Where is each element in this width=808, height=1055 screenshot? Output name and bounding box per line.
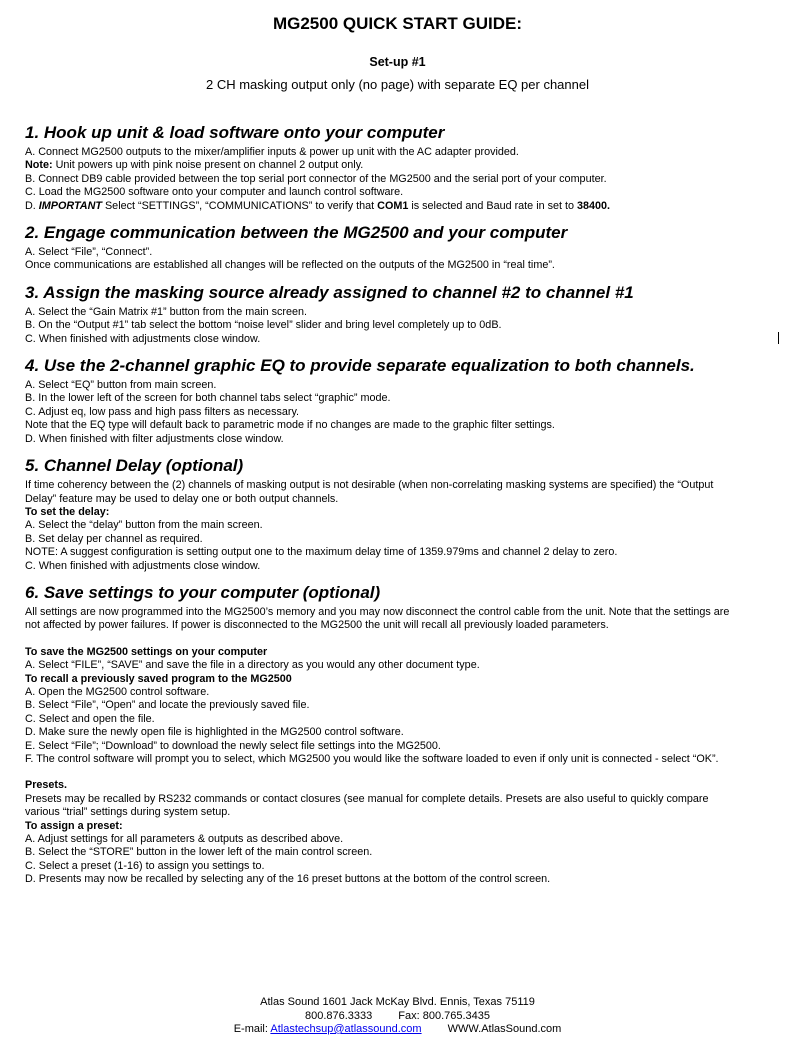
note-label: Note: — [25, 159, 53, 172]
subheading: To recall a previously saved program to the MG2500 — [25, 672, 292, 685]
step-text: C. Adjust eq, low pass and high pass filters as necessary. — [25, 405, 300, 418]
section-6-heading: 6. Save settings to your computer (optional) — [25, 582, 381, 602]
note-text: NOTE: A suggest configuration is setting output one to the maximum delay time of 1359.979ms and channel 2 delay to zero. — [25, 546, 618, 559]
guide-content — [25, 122, 740, 896]
section-1 — [25, 122, 740, 213]
section-4 — [25, 355, 740, 446]
subheading: To assign a preset: — [25, 819, 123, 832]
important-line — [25, 200, 740, 213]
subheading: To save the MG2500 settings on your computer — [25, 645, 268, 658]
step-text: B. On the “Output #1” tab select the bottom “noise level” slider and bring level completely up to 0dB. — [25, 319, 502, 332]
step-text: E. Select “File”; “Download” to download the newly select file settings into the MG2500. — [25, 739, 441, 752]
subheading: Presets. — [25, 779, 68, 792]
intro-text: Presets may be recalled by RS232 commands or contact closures (see manual for complete details. Presets are also useful to quickly compare various “trial” settings during system setup. — [25, 792, 709, 819]
section-3-heading: 3. Assign the masking source already assigned to channel #2 to channel #1 — [25, 282, 634, 302]
footer-phone: 800.876.3333 — [304, 1009, 373, 1022]
step-text: F. The control software will prompt you to select, which MG2500 you would like the software loaded to even if only unit is connected - select “OK”. — [25, 753, 719, 765]
footer-contact-line — [0, 1023, 795, 1037]
step-text: A. Select the “Gain Matrix #1” button from the main screen. — [25, 305, 308, 318]
baud-rate: 38400. — [577, 199, 611, 212]
note-line — [25, 159, 740, 172]
footer-phone-line — [0, 1010, 795, 1024]
step-text: Select “SETTINGS”, “COMMUNICATIONS” to verify that — [101, 199, 378, 212]
step-text: B. Connect DB9 cable provided between the top serial port connector of the MG2500 and the serial port of your computer. — [25, 172, 607, 185]
step-text: B. Select “File”, “Open” and locate the previously saved file. — [25, 699, 310, 712]
section-1-heading: 1. Hook up unit & load software onto your computer — [25, 123, 445, 142]
step-text: C. Load the MG2500 software onto your computer and launch control software. — [25, 186, 404, 199]
section-6 — [25, 582, 740, 887]
step-text: D. Make sure the newly open file is highlighted in the MG2500 control software. — [25, 726, 404, 739]
step-text: A. Connect MG2500 outputs to the mixer/amplifier inputs & power up unit with the AC adapter provided. — [25, 146, 519, 158]
page-title: MG2500 QUICK START GUIDE: — [272, 14, 523, 33]
section-4-heading: 4. Use the 2-channel graphic EQ to provide separate equalization to both channels. — [25, 356, 695, 376]
step-text: A. Select the “delay” button from the main screen. — [25, 519, 263, 532]
step-text: C. When finished with adjustments close window. — [25, 332, 261, 345]
section-5 — [25, 455, 740, 573]
step-text: B. Select the “STORE” button in the lower left of the main control screen. — [25, 846, 373, 859]
footer — [0, 996, 795, 1037]
section-3 — [25, 282, 740, 346]
step-text: C. Select a preset (1-16) to assign you settings to. — [25, 859, 265, 872]
step-text: A. Select “FILE”, “SAVE” and save the file in a directory as you would any other document type. — [25, 659, 480, 672]
step-text: Once communications are established all changes will be reflected on the outputs of the MG2500 in “real time”. — [25, 259, 555, 272]
footer-address: Atlas Sound 1601 Jack McKay Blvd. Ennis, Texas 75119 — [260, 996, 535, 1008]
step-text: A. Select “File”, “Connect”. — [25, 246, 153, 259]
step-text: D. Presents may now be recalled by selecting any of the 16 preset buttons at the bottom of the control screen. — [25, 873, 551, 886]
step-text: B. Set delay per channel as required. — [25, 532, 203, 545]
important-label: IMPORTANT — [38, 199, 102, 212]
step-text: A. Adjust settings for all parameters & outputs as described above. — [25, 833, 344, 846]
step-text: D. When finished with filter adjustments close window. — [25, 432, 284, 445]
step-prefix: D. — [25, 199, 39, 212]
setup-description: 2 CH masking output only (no page) with separate EQ per channel — [206, 77, 589, 92]
email-link[interactable]: Atlastechsup@atlassound.com — [270, 1023, 422, 1035]
section-2 — [25, 222, 740, 273]
step-text: is selected and Baud rate in set to — [408, 199, 577, 212]
note-text: Unit powers up with pink noise present on channel 2 output only. — [52, 159, 364, 172]
section-2-heading: 2. Engage communication between the MG2500 and your computer — [25, 223, 568, 243]
website: WWW.AtlasSound.com — [447, 1023, 562, 1035]
subheading: To set the delay: — [25, 505, 110, 518]
step-text: B. In the lower left of the screen for both channel tabs select “graphic” mode. — [25, 392, 391, 405]
step-text: A. Open the MG2500 control software. — [25, 685, 210, 698]
intro-text: All settings are now programmed into the MG2500’s memory and you may now disconnect the control cable from the unit. Note that the settings are not affected by power failures. If power is disconnected to the MG2500 the unit will recall all previously loaded parameters. — [25, 605, 730, 632]
spacer — [25, 633, 740, 646]
email-label: E-mail: — [233, 1023, 268, 1035]
margin-mark — [778, 332, 779, 344]
step-text: C. When finished with adjustments close window. — [25, 559, 261, 572]
spacer — [25, 766, 740, 779]
note-text: Note that the EQ type will default back to parametric mode if no changes are made to the graphic filter settings. — [25, 419, 555, 432]
section-5-heading: 5. Channel Delay (optional) — [25, 456, 244, 476]
step-text: C. Select and open the file. — [25, 712, 155, 725]
com-port: COM1 — [377, 199, 409, 212]
step-text: A. Select “EQ” button from main screen. — [25, 379, 217, 392]
setup-label: Set-up #1 — [369, 55, 426, 69]
footer-fax: Fax: 800.765.3435 — [398, 1009, 491, 1022]
intro-text: If time coherency between the (2) channels of masking output is not desirable (when non-correlating masking systems are specified) the “Output Delay” feature may be used to delay one or both output channels. — [25, 479, 714, 505]
